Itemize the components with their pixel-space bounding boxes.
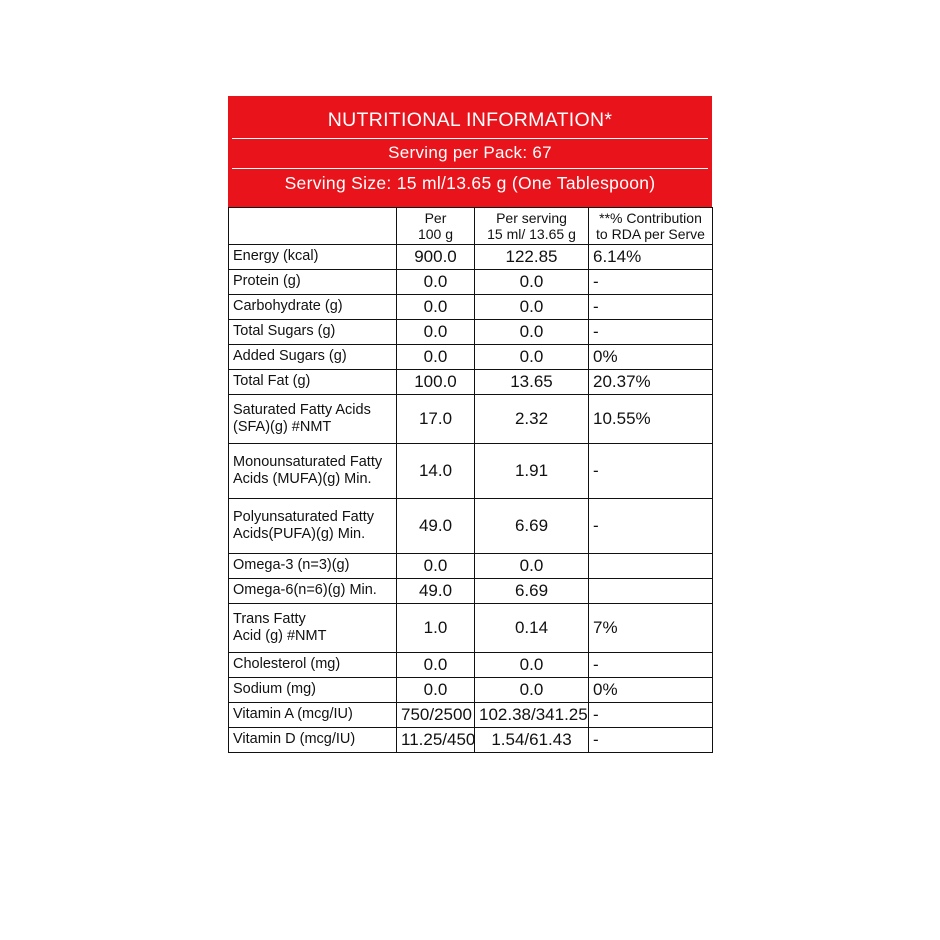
nutrition-table-body — [229, 207, 713, 752]
value-per-serving: 0.14 — [475, 603, 589, 652]
value-rda: - — [589, 443, 713, 498]
value-per-100g: 49.0 — [397, 578, 475, 603]
table-row — [229, 702, 713, 727]
table-row — [229, 578, 713, 603]
value-per-serving: 2.32 — [475, 394, 589, 443]
table-row — [229, 603, 713, 652]
nutrition-header — [228, 96, 712, 207]
value-rda: - — [589, 727, 713, 752]
nutrition-table — [228, 207, 713, 753]
serving-size: Serving Size: 15 ml/13.65 g (One Tablespoon) — [284, 173, 656, 194]
value-per-serving: 6.69 — [475, 498, 589, 553]
value-per-serving: 1.91 — [475, 443, 589, 498]
value-per-100g: 0.0 — [397, 553, 475, 578]
value-rda: 0% — [589, 677, 713, 702]
value-per-100g: 11.25/450 — [397, 727, 475, 752]
value-per-100g: 0.0 — [397, 294, 475, 319]
per-serving-line1: Per serving — [496, 209, 567, 226]
table-row — [229, 498, 713, 553]
per-100g-line1: Per — [424, 209, 447, 226]
value-per-serving: 122.85 — [475, 244, 589, 269]
per-serving-line2: 15 ml/ 13.65 g — [487, 225, 576, 242]
nutrient-label: Vitamin D (mcg/IU) — [229, 727, 397, 752]
nutrient-label: Polyunsaturated Fatty Acids(PUFA)(g) Min. — [229, 498, 397, 553]
value-rda: - — [589, 498, 713, 553]
value-per-serving: 0.0 — [475, 294, 589, 319]
value-per-100g: 750/2500 — [397, 702, 475, 727]
table-row — [229, 652, 713, 677]
column-header-rda — [589, 207, 713, 244]
table-row — [229, 244, 713, 269]
table-column-header-row — [229, 207, 713, 244]
value-rda: 10.55% — [589, 394, 713, 443]
table-row — [229, 394, 713, 443]
table-row — [229, 344, 713, 369]
table-row — [229, 269, 713, 294]
per-100g-line2: 100 g — [417, 225, 454, 242]
value-rda: 6.14% — [589, 244, 713, 269]
value-per-100g: 0.0 — [397, 344, 475, 369]
value-per-100g: 17.0 — [397, 394, 475, 443]
value-per-100g: 900.0 — [397, 244, 475, 269]
nutrient-label: Total Sugars (g) — [229, 319, 397, 344]
rda-line1: **% Contribution — [599, 209, 702, 226]
value-per-100g: 0.0 — [397, 269, 475, 294]
value-per-100g: 49.0 — [397, 498, 475, 553]
table-row — [229, 319, 713, 344]
value-rda: - — [589, 702, 713, 727]
nutrient-label: Saturated Fatty Acids (SFA)(g) #NMT — [229, 394, 397, 443]
value-per-100g: 100.0 — [397, 369, 475, 394]
table-row — [229, 369, 713, 394]
table-row — [229, 294, 713, 319]
value-per-serving: 0.0 — [475, 553, 589, 578]
value-per-100g: 0.0 — [397, 319, 475, 344]
nutrient-label: Cholesterol (mg) — [229, 652, 397, 677]
table-row — [229, 727, 713, 752]
value-per-100g: 0.0 — [397, 677, 475, 702]
nutrient-label: Trans Fatty Acid (g) #NMT — [229, 603, 397, 652]
value-rda: - — [589, 294, 713, 319]
value-rda: 7% — [589, 603, 713, 652]
value-per-100g: 1.0 — [397, 603, 475, 652]
value-rda: - — [589, 319, 713, 344]
value-per-serving: 0.0 — [475, 652, 589, 677]
value-per-serving: 0.0 — [475, 269, 589, 294]
nutrient-label: Sodium (mg) — [229, 677, 397, 702]
value-rda: 0% — [589, 344, 713, 369]
nutrient-label: Omega-6(n=6)(g) Min. — [229, 578, 397, 603]
value-rda: - — [589, 269, 713, 294]
value-rda: - — [589, 652, 713, 677]
value-per-100g: 14.0 — [397, 443, 475, 498]
value-per-serving: 13.65 — [475, 369, 589, 394]
value-per-serving: 1.54/61.43 — [475, 727, 589, 752]
value-per-serving: 102.38/341.25 — [475, 702, 589, 727]
value-rda: 20.37% — [589, 369, 713, 394]
value-per-serving: 6.69 — [475, 578, 589, 603]
nutrient-label: Energy (kcal) — [229, 244, 397, 269]
value-per-serving: 0.0 — [475, 344, 589, 369]
table-row — [229, 677, 713, 702]
table-row — [229, 553, 713, 578]
value-rda — [589, 578, 713, 603]
nutrient-label: Monounsaturated Fatty Acids (MUFA)(g) Min. — [229, 443, 397, 498]
rda-line2: to RDA per Serve — [596, 225, 705, 242]
nutrient-label: Carbohydrate (g) — [229, 294, 397, 319]
value-per-100g: 0.0 — [397, 652, 475, 677]
value-per-serving: 0.0 — [475, 319, 589, 344]
column-header-per-serving — [475, 207, 589, 244]
column-header-nutrient — [229, 207, 397, 244]
column-header-per-100g — [397, 207, 475, 244]
nutrient-label: Added Sugars (g) — [229, 344, 397, 369]
serving-per-pack: Serving per Pack: 67 — [388, 143, 552, 163]
value-per-serving: 0.0 — [475, 677, 589, 702]
nutrient-label: Omega-3 (n=3)(g) — [229, 553, 397, 578]
nutrient-label: Vitamin A (mcg/IU) — [229, 702, 397, 727]
nutrition-header-title: NUTRITIONAL INFORMATION* — [327, 109, 613, 131]
table-row — [229, 443, 713, 498]
nutrient-label: Protein (g) — [229, 269, 397, 294]
nutrition-panel — [228, 96, 712, 753]
nutrient-label: Total Fat (g) — [229, 369, 397, 394]
value-rda — [589, 553, 713, 578]
